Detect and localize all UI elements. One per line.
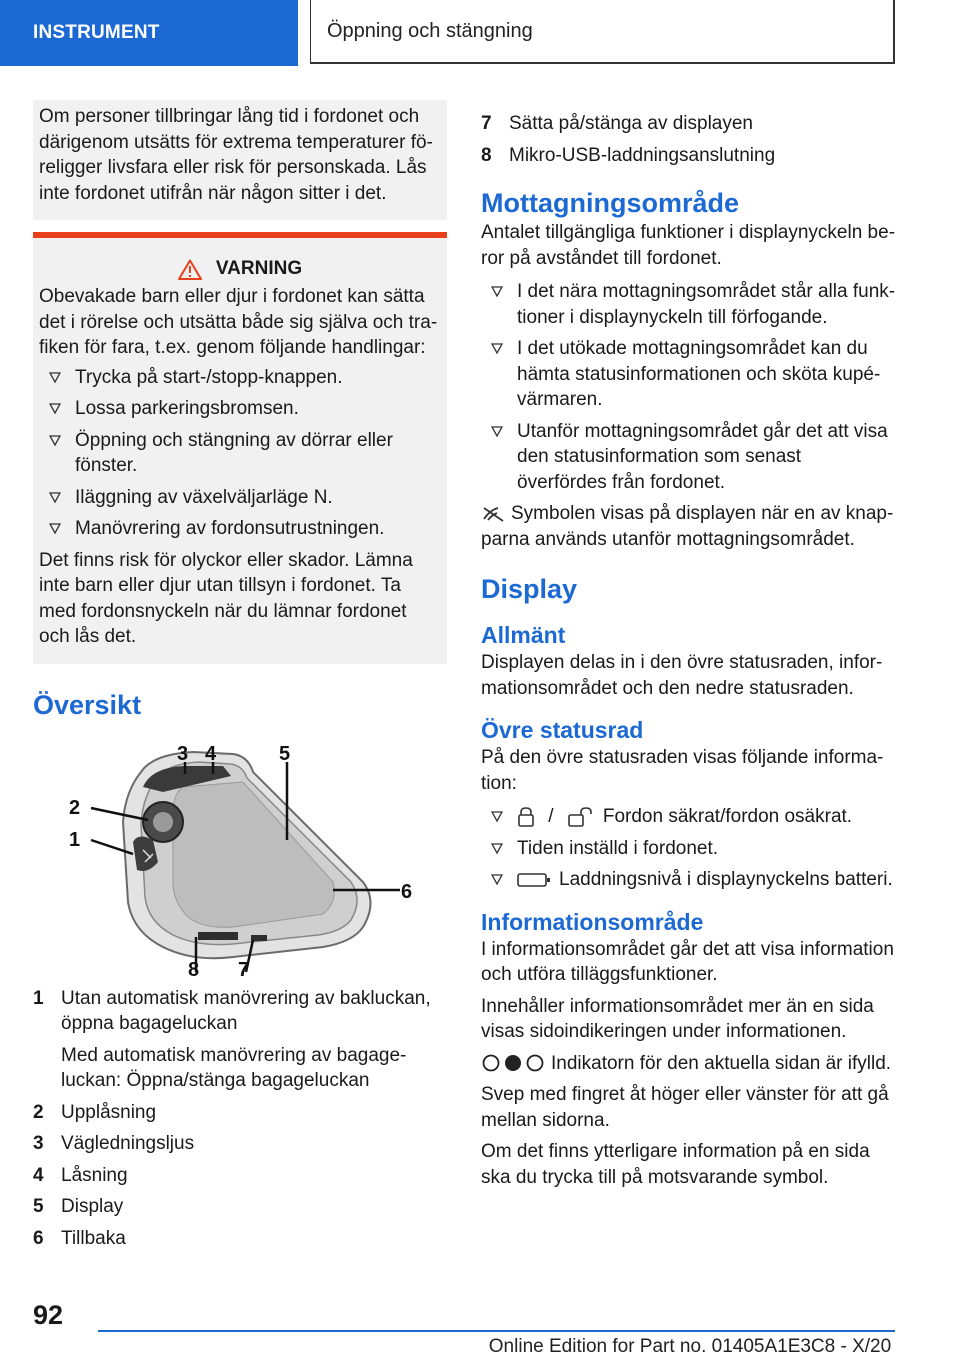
bullet-triangle-icon <box>49 435 61 447</box>
list-item: Utanför mottagningsområdet går det att visa den statusinformation som senast överfördes från fordonet. <box>481 419 896 496</box>
bullet-triangle-icon <box>491 286 503 298</box>
info-area-p4: Om det finns ytterligare information på en sida ska du trycka till på motsvarande symbol. <box>481 1141 870 1188</box>
lock-separator: / <box>548 806 554 827</box>
list-item: / Fordon säkrat/fordon osäkrat. <box>481 804 896 830</box>
info-area-p2: Innehåller informationsområdet mer än en sida visas sidoindikeringen under informationen. <box>481 995 874 1042</box>
right-column <box>481 111 896 1190</box>
reception-list <box>481 279 896 495</box>
warning-outro: Det finns risk för olyckor eller skador. Lämna inte barn eller djur utan tillsyn i fordonet. Ta med fordonsnyckeln när du lämnar fordonet och lås det. <box>39 549 413 647</box>
numbered-item: 5 Display <box>33 1196 124 1217</box>
general-heading: Allmänt <box>481 622 566 648</box>
list-item: Trycka på start-/stopp-knappen. <box>39 365 441 391</box>
footer-edition: Online Edition for Part no. 01405A1E3C8 - X/20 <box>488 1336 892 1357</box>
list-item: Iläggning av växelväljarläge N. <box>39 485 441 511</box>
bullet-triangle-icon <box>49 372 61 384</box>
bullet-triangle-icon <box>49 403 61 415</box>
figure-label: 4 <box>205 742 217 765</box>
warning-title-label: VARNING <box>215 258 303 279</box>
info-area-heading: Informationsområde <box>481 908 704 935</box>
bullet-triangle-icon <box>491 874 503 886</box>
figure-label: 8 <box>188 958 200 980</box>
bullet-triangle-icon <box>49 523 61 535</box>
page-number: 92 <box>33 1300 64 1330</box>
list-item: Laddningsnivå i displaynyckelns batteri. <box>481 867 896 893</box>
page-indicator-icon <box>481 1053 545 1073</box>
numbered-item: 4 Låsning <box>33 1164 128 1186</box>
info-area-p3: Svep med fingret åt höger eller vänster för att gå mellan sidorna. <box>481 1084 889 1131</box>
reception-intro: Antalet tillgängliga funktioner i displaynyckeln be-ror på avståndet till fordonet. <box>481 222 896 269</box>
warning-intro: Obevakade barn eller djur i fordonet kan sätta det i rörelse och utsätta både sig själva och tra-fiken för fara, t.ex. genom följande handlingar: <box>39 286 438 358</box>
numbered-item: 8 Mikro-USB-laddningsanslutning <box>481 144 776 166</box>
warning-box <box>33 232 447 664</box>
overview-heading: Översikt <box>33 689 142 720</box>
list-item: I det utökade mottagningsområdet kan du hämta statusinformationen och sköta kupé-värmaren. <box>481 336 896 413</box>
warning-triangle-icon <box>178 259 202 280</box>
lock-open-icon <box>567 806 595 828</box>
upper-status-heading: Övre statusrad <box>481 717 644 743</box>
figure-label: 1 <box>69 828 81 851</box>
bullet-triangle-icon <box>491 426 503 438</box>
overview-numbered-list <box>33 986 447 1252</box>
warning-list <box>39 365 441 542</box>
upper-status-intro: På den övre statusraden visas följande informa-tion: <box>481 747 884 794</box>
left-column <box>33 100 447 1257</box>
numbered-item: 7 Sätta på/stänga av displayen <box>481 113 754 134</box>
figure-label: 5 <box>279 742 291 765</box>
battery-icon <box>517 872 551 888</box>
list-item: Öppning och stängning av dörrar eller fönster. <box>39 428 441 479</box>
info-box-text: Om personer tillbringar lång tid i fordonet och därigenom utsätts för extrema temperaturer fö-religger livsfara eller risk för personskada. Lås inte fordonet utifrån när någon sitter i det. <box>39 106 433 204</box>
display-heading: Display <box>481 574 578 604</box>
numbered-item: 3 Vägledningsljus <box>33 1133 195 1154</box>
display-key-figure <box>33 732 447 980</box>
figure-label: 7 <box>238 958 250 980</box>
figure-label: 2 <box>69 796 81 819</box>
reception-symbol-note: Symbolen visas på displayen när en av knap-parna används utanför mottagningsområdet. <box>481 503 894 550</box>
list-item: I det nära mottagningsområdet står alla funk-tioner i displaynyckeln till förfogande. <box>481 279 896 330</box>
info-area-p1: I informationsområdet går det att visa information och utföra tilläggsfunktioner. <box>481 938 894 985</box>
section-tab[interactable]: INSTRUMENT <box>0 0 298 66</box>
figure-label: 6 <box>401 880 413 903</box>
general-text: Displayen delas in i den övre statusraden, infor-mationsområdet och den nedre statusraden. <box>481 652 883 699</box>
numbered-item: 2 Upplåsning <box>33 1101 157 1123</box>
bullet-triangle-icon <box>491 343 503 355</box>
numbered-item: 1 Utan automatisk manövrering av bakluckan, öppna bagageluckan Med automatisk manövrering av bagage-luckan: Öppna/stänga bagageluckan <box>33 987 431 1091</box>
warning-title <box>39 258 441 280</box>
list-item: Lossa parkeringsbromsen. <box>39 396 441 422</box>
bullet-triangle-icon <box>491 811 503 823</box>
list-item: Tiden inställd i fordonet. <box>481 836 896 862</box>
page-header <box>0 0 960 66</box>
list-item: Manövrering av fordonsutrustningen. <box>39 516 441 542</box>
info-box <box>33 100 447 220</box>
figure-label: 3 <box>177 742 189 765</box>
out-of-range-icon <box>481 505 507 523</box>
numbered-item: 6 Tillbaka <box>33 1227 126 1249</box>
overview-numbered-list-cont <box>481 111 896 168</box>
lock-closed-icon <box>517 806 535 828</box>
upper-status-list <box>481 804 896 893</box>
footer-rule <box>98 1330 895 1332</box>
bullet-triangle-icon <box>49 492 61 504</box>
display-key-illustration <box>33 732 447 980</box>
bullet-triangle-icon <box>491 843 503 855</box>
reception-heading: Mottagningsområde <box>481 188 740 218</box>
chapter-title: Öppning och stängning <box>310 0 895 64</box>
page-indicator-note: Indikatorn för den aktuella sidan är ifylld. <box>481 1051 896 1077</box>
